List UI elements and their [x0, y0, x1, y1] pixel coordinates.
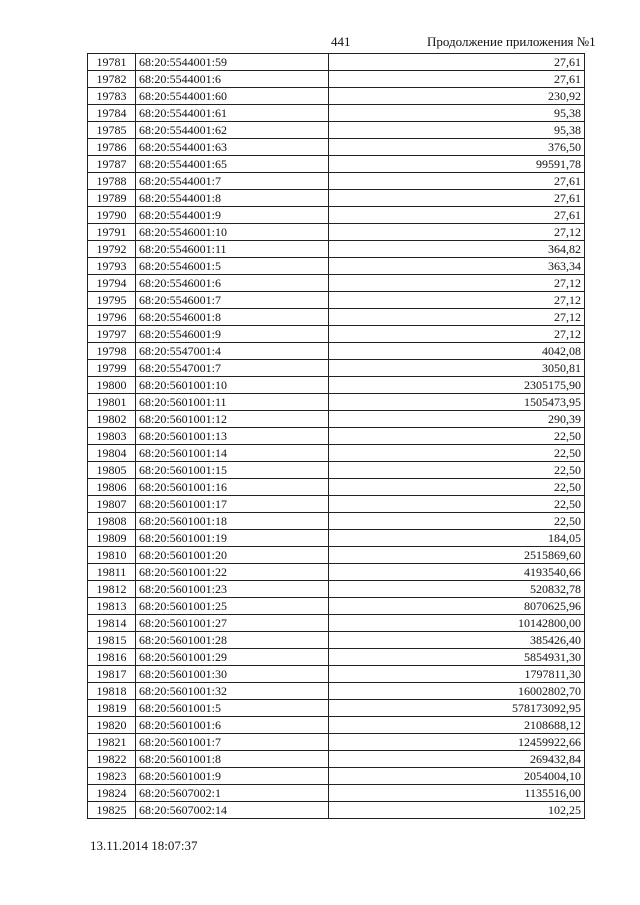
value-cell: 578173092,95 [329, 700, 585, 717]
value-cell: 95,38 [329, 105, 585, 122]
cadastral-number: 68:20:5601001:5 [136, 700, 329, 717]
value-cell: 4042,08 [329, 343, 585, 360]
table-row [88, 785, 585, 802]
row-number: 19789 [88, 190, 136, 207]
value-cell: 184,05 [329, 530, 585, 547]
value-cell: 1797811,30 [329, 666, 585, 683]
value-cell: 12459922,66 [329, 734, 585, 751]
value-cell: 27,12 [329, 292, 585, 309]
table-row [88, 734, 585, 751]
cadastral-number: 68:20:5601001:27 [136, 615, 329, 632]
value-cell: 2515869,60 [329, 547, 585, 564]
table-row [88, 224, 585, 241]
table-row [88, 207, 585, 224]
value-cell: 376,50 [329, 139, 585, 156]
value-cell: 363,34 [329, 258, 585, 275]
cadastral-number: 68:20:5601001:29 [136, 649, 329, 666]
cadastral-number: 68:20:5601001:9 [136, 768, 329, 785]
cadastral-number: 68:20:5544001:63 [136, 139, 329, 156]
row-number: 19798 [88, 343, 136, 360]
table-row [88, 598, 585, 615]
cadastral-number: 68:20:5544001:8 [136, 190, 329, 207]
cadastral-number: 68:20:5601001:22 [136, 564, 329, 581]
value-cell: 5854931,30 [329, 649, 585, 666]
value-cell: 10142800,00 [329, 615, 585, 632]
table-row [88, 530, 585, 547]
registry-table-body [88, 54, 585, 819]
value-cell: 27,12 [329, 224, 585, 241]
value-cell: 22,50 [329, 513, 585, 530]
value-cell: 8070625,96 [329, 598, 585, 615]
cadastral-number: 68:20:5601001:19 [136, 530, 329, 547]
value-cell: 2305175,90 [329, 377, 585, 394]
value-cell: 27,61 [329, 54, 585, 71]
row-number: 19797 [88, 326, 136, 343]
cadastral-number: 68:20:5601001:8 [136, 751, 329, 768]
value-cell: 2108688,12 [329, 717, 585, 734]
cadastral-number: 68:20:5601001:11 [136, 394, 329, 411]
cadastral-number: 68:20:5607002:14 [136, 802, 329, 819]
cadastral-number: 68:20:5546001:8 [136, 309, 329, 326]
table-row [88, 445, 585, 462]
cadastral-number: 68:20:5544001:60 [136, 88, 329, 105]
cadastral-number: 68:20:5601001:7 [136, 734, 329, 751]
value-cell: 290,39 [329, 411, 585, 428]
row-number: 19811 [88, 564, 136, 581]
row-number: 19818 [88, 683, 136, 700]
row-number: 19801 [88, 394, 136, 411]
row-number: 19792 [88, 241, 136, 258]
cadastral-number: 68:20:5601001:28 [136, 632, 329, 649]
row-number: 19810 [88, 547, 136, 564]
table-row [88, 394, 585, 411]
table-row [88, 190, 585, 207]
value-cell: 27,12 [329, 326, 585, 343]
row-number: 19805 [88, 462, 136, 479]
table-row [88, 343, 585, 360]
cadastral-number: 68:20:5546001:6 [136, 275, 329, 292]
table-row [88, 292, 585, 309]
row-number: 19790 [88, 207, 136, 224]
table-row [88, 71, 585, 88]
cadastral-number: 68:20:5546001:11 [136, 241, 329, 258]
table-row [88, 462, 585, 479]
value-cell: 27,12 [329, 309, 585, 326]
table-row [88, 122, 585, 139]
value-cell: 22,50 [329, 479, 585, 496]
value-cell: 22,50 [329, 496, 585, 513]
cadastral-number: 68:20:5546001:5 [136, 258, 329, 275]
value-cell: 95,38 [329, 122, 585, 139]
cadastral-number: 68:20:5601001:18 [136, 513, 329, 530]
row-number: 19817 [88, 666, 136, 683]
row-number: 19819 [88, 700, 136, 717]
table-row [88, 428, 585, 445]
cadastral-number: 68:20:5601001:16 [136, 479, 329, 496]
cadastral-number: 68:20:5607002:1 [136, 785, 329, 802]
row-number: 19824 [88, 785, 136, 802]
row-number: 19782 [88, 71, 136, 88]
row-number: 19787 [88, 156, 136, 173]
cadastral-number: 68:20:5546001:7 [136, 292, 329, 309]
row-number: 19791 [88, 224, 136, 241]
row-number: 19788 [88, 173, 136, 190]
row-number: 19794 [88, 275, 136, 292]
row-number: 19804 [88, 445, 136, 462]
value-cell: 27,61 [329, 190, 585, 207]
cadastral-number: 68:20:5544001:61 [136, 105, 329, 122]
value-cell: 1135516,00 [329, 785, 585, 802]
value-cell: 269432,84 [329, 751, 585, 768]
table-row [88, 547, 585, 564]
row-number: 19799 [88, 360, 136, 377]
value-cell: 22,50 [329, 462, 585, 479]
row-number: 19816 [88, 649, 136, 666]
cadastral-number: 68:20:5601001:14 [136, 445, 329, 462]
value-cell: 2054004,10 [329, 768, 585, 785]
value-cell: 27,61 [329, 71, 585, 88]
cadastral-number: 68:20:5544001:7 [136, 173, 329, 190]
row-number: 19825 [88, 802, 136, 819]
cadastral-number: 68:20:5544001:59 [136, 54, 329, 71]
cadastral-number: 68:20:5601001:12 [136, 411, 329, 428]
table-row [88, 513, 585, 530]
value-cell: 4193540,66 [329, 564, 585, 581]
table-row [88, 105, 585, 122]
row-number: 19823 [88, 768, 136, 785]
cadastral-number: 68:20:5601001:20 [136, 547, 329, 564]
cadastral-number: 68:20:5601001:25 [136, 598, 329, 615]
table-row [88, 479, 585, 496]
table-row [88, 700, 585, 717]
table-row [88, 258, 585, 275]
row-number: 19815 [88, 632, 136, 649]
table-row [88, 768, 585, 785]
value-cell: 27,12 [329, 275, 585, 292]
value-cell: 99591,78 [329, 156, 585, 173]
cadastral-number: 68:20:5601001:23 [136, 581, 329, 598]
table-row [88, 666, 585, 683]
table-row [88, 360, 585, 377]
row-number: 19812 [88, 581, 136, 598]
table-row [88, 802, 585, 819]
row-number: 19808 [88, 513, 136, 530]
cadastral-number: 68:20:5544001:9 [136, 207, 329, 224]
table-row [88, 632, 585, 649]
row-number: 19785 [88, 122, 136, 139]
value-cell: 22,50 [329, 445, 585, 462]
value-cell: 3050,81 [329, 360, 585, 377]
value-cell: 102,25 [329, 802, 585, 819]
cadastral-number: 68:20:5601001:17 [136, 496, 329, 513]
row-number: 19813 [88, 598, 136, 615]
table-row [88, 649, 585, 666]
table-row [88, 54, 585, 71]
row-number: 19800 [88, 377, 136, 394]
row-number: 19803 [88, 428, 136, 445]
table-row [88, 751, 585, 768]
table-row [88, 156, 585, 173]
table-row [88, 139, 585, 156]
value-cell: 385426,40 [329, 632, 585, 649]
value-cell: 27,61 [329, 173, 585, 190]
row-number: 19793 [88, 258, 136, 275]
row-number: 19781 [88, 54, 136, 71]
page-title: Продолжение приложения №1 [427, 34, 596, 49]
row-number: 19786 [88, 139, 136, 156]
row-number: 19784 [88, 105, 136, 122]
value-cell: 22,50 [329, 428, 585, 445]
table-row [88, 326, 585, 343]
row-number: 19814 [88, 615, 136, 632]
row-number: 19821 [88, 734, 136, 751]
row-number: 19822 [88, 751, 136, 768]
print-timestamp: 13.11.2014 18:07:37 [90, 838, 198, 853]
row-number: 19807 [88, 496, 136, 513]
row-number: 19806 [88, 479, 136, 496]
table-row [88, 496, 585, 513]
table-row [88, 683, 585, 700]
value-cell: 520832,78 [329, 581, 585, 598]
value-cell: 1505473,95 [329, 394, 585, 411]
cadastral-number: 68:20:5601001:32 [136, 683, 329, 700]
cadastral-number: 68:20:5601001:6 [136, 717, 329, 734]
row-number: 19802 [88, 411, 136, 428]
table-row [88, 564, 585, 581]
table-row [88, 411, 585, 428]
row-number: 19809 [88, 530, 136, 547]
row-number: 19820 [88, 717, 136, 734]
cadastral-number: 68:20:5601001:10 [136, 377, 329, 394]
table-row [88, 241, 585, 258]
table-row [88, 275, 585, 292]
cadastral-number: 68:20:5546001:10 [136, 224, 329, 241]
cadastral-number: 68:20:5546001:9 [136, 326, 329, 343]
cadastral-number: 68:20:5547001:4 [136, 343, 329, 360]
value-cell: 364,82 [329, 241, 585, 258]
page-number: 441 [331, 34, 351, 49]
table-row [88, 88, 585, 105]
value-cell: 27,61 [329, 207, 585, 224]
row-number: 19783 [88, 88, 136, 105]
value-cell: 230,92 [329, 88, 585, 105]
table-row [88, 377, 585, 394]
value-cell: 16002802,70 [329, 683, 585, 700]
table-row [88, 581, 585, 598]
cadastral-number: 68:20:5601001:13 [136, 428, 329, 445]
row-number: 19796 [88, 309, 136, 326]
cadastral-number: 68:20:5547001:7 [136, 360, 329, 377]
table-row [88, 717, 585, 734]
cadastral-number: 68:20:5544001:62 [136, 122, 329, 139]
cadastral-number: 68:20:5601001:30 [136, 666, 329, 683]
table-row [88, 173, 585, 190]
table-row [88, 615, 585, 632]
table-row [88, 309, 585, 326]
cadastral-number: 68:20:5544001:6 [136, 71, 329, 88]
row-number: 19795 [88, 292, 136, 309]
registry-table [87, 53, 585, 819]
cadastral-number: 68:20:5601001:15 [136, 462, 329, 479]
cadastral-number: 68:20:5544001:65 [136, 156, 329, 173]
